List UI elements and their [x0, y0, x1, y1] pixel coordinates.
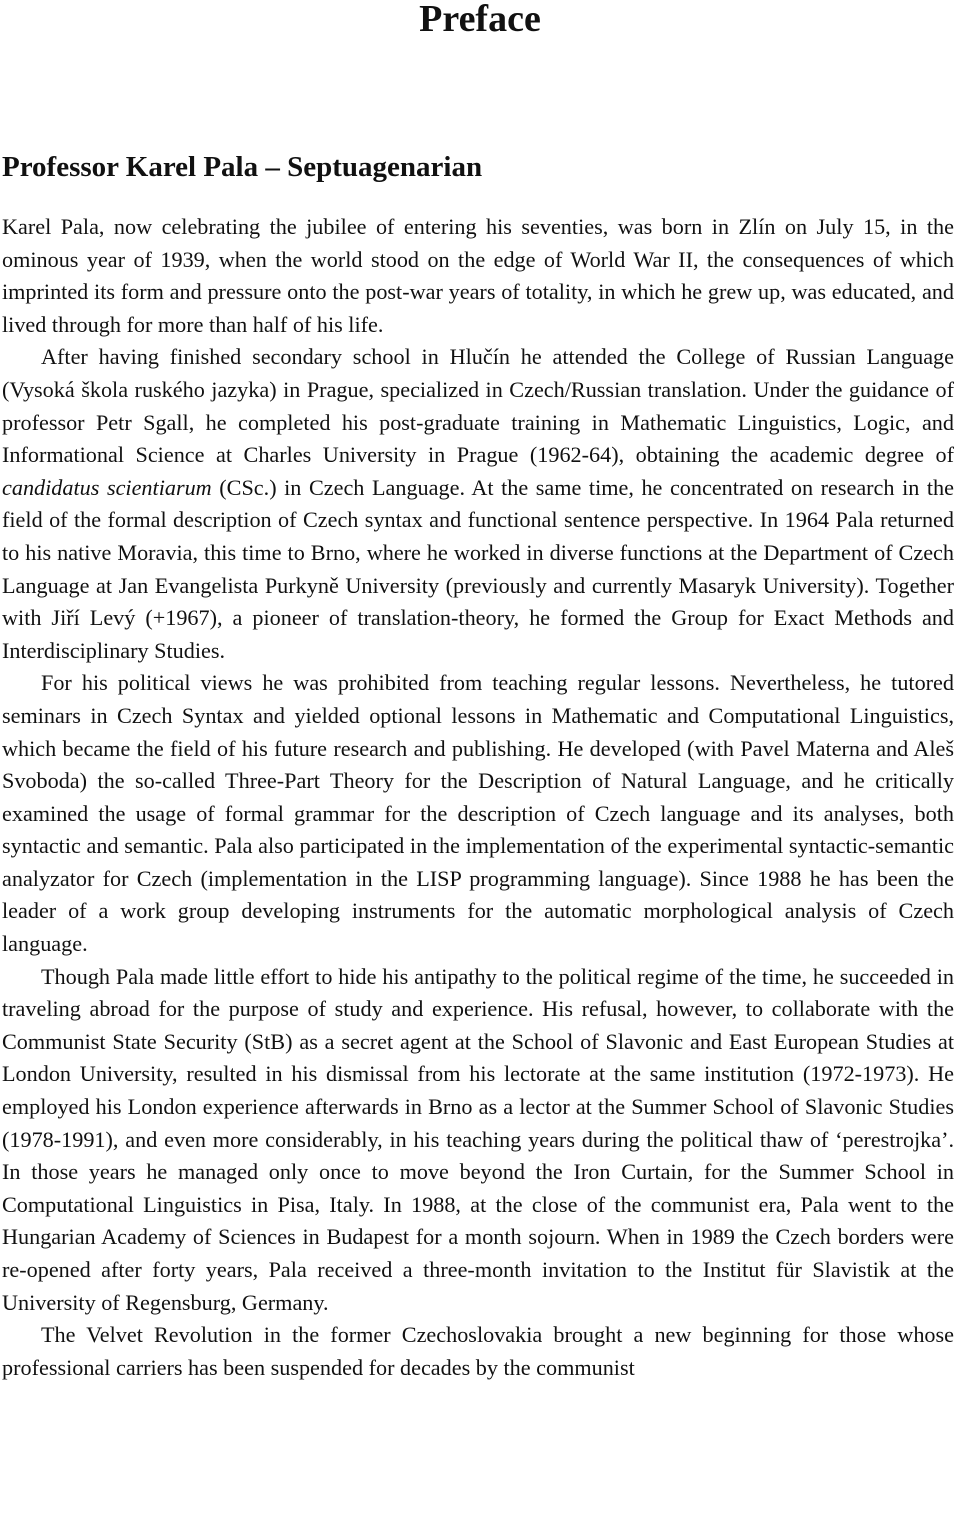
- body-text: [2, 211, 954, 1384]
- paragraph-2: [2, 341, 954, 667]
- paragraph-5: The Velvet Revolution in the former Czechoslovakia brought a new beginning for those whose professional carriers has been suspended for decades by the communist: [2, 1322, 954, 1380]
- paragraph-2-emphasis: candidatus scientiarum: [2, 474, 212, 500]
- section-heading: Professor Karel Pala – Septuagenarian: [2, 151, 483, 183]
- paragraph-2-text-after: (CSc.) in Czech Language. At the same time, he concentrated on research in the field of the formal description of Czech syntax and functional sentence perspective. In 1964 Pala returned to his native Moravia, this time to Brno, where he worked in diverse functions at the Department of Czech Language at Jan Evangelista Purkyně University (previously and currently Masaryk University). Together with Jiří Levý (+1967), a pioneer of translation-theory, he formed the Group for Exact Methods and Interdisciplinary Studies.: [2, 474, 954, 663]
- page-title: Preface: [419, 0, 541, 40]
- paragraph-2-text-before: After having finished secondary school in Hlučín he attended the College of Russian Language (Vysoká škola ruského jazyka) in Prague, specialized in Czech/Russian translation. Under the guidance of professor Petr Sgall, he completed his post-graduate training in Mathematic Linguistics, Logic, and Informational Science at Charles University in Prague (1962-64), obtaining the academic degree of: [2, 344, 954, 468]
- paragraph-3: For his political views he was prohibited from teaching regular lessons. Nevertheless, he tutored seminars in Czech Syntax and yielded optional lessons in Mathematic and Computational Linguistics, which became the field of his future research and publishing. He developed (with Pavel Materna and Aleš Svoboda) the so-called Three-Part Theory for the Description of Natural Language, and he critically examined the usage of formal grammar for the description of Czech language and its analyses, both syntactic and semantic. Pala also participated in the implementation of the experimental syntactic-semantic analyzator for Czech (implementation in the LISP programming language). Since 1988 he has been the leader of a work group developing instruments for the automatic morphological analysis of Czech language.: [2, 670, 954, 957]
- paragraph-4: Though Pala made little effort to hide his antipathy to the political regime of the time, he succeeded in traveling abroad for the purpose of study and experience. His refusal, however, to collaborate with the Communist State Security (StB) as a secret agent at the School of Slavonic and East European Studies at London University, resulted in his dismissal from his lectorate at the same institution (1972-1973). He employed his London experience afterwards in Brno as a lector at the Summer School of Slavonic Studies (1978-1991), and even more considerably, in his teaching years during the political thaw of ‘perestrojka’. In those years he managed only once to move beyond the Iron Curtain, for the Summer School in Computational Linguistics in Pisa, Italy. In 1988, at the close of the communist era, Pala went to the Hungarian Academy of Sciences in Budapest for a month sojourn. When in 1989 the Czech borders were re-opened after forty years, Pala received a three-month invitation to the Institut für Slavistik at the University of Regensburg, Germany.: [2, 963, 954, 1315]
- paragraph-1: Karel Pala, now celebrating the jubilee of entering his seventies, was born in Zlín on July 15, in the ominous year of 1939, when the world stood on the edge of World War II, the consequences of which imprinted its form and pressure onto the post-war years of totality, in which he grew up, was educated, and lived through for more than half of his life.: [2, 214, 954, 337]
